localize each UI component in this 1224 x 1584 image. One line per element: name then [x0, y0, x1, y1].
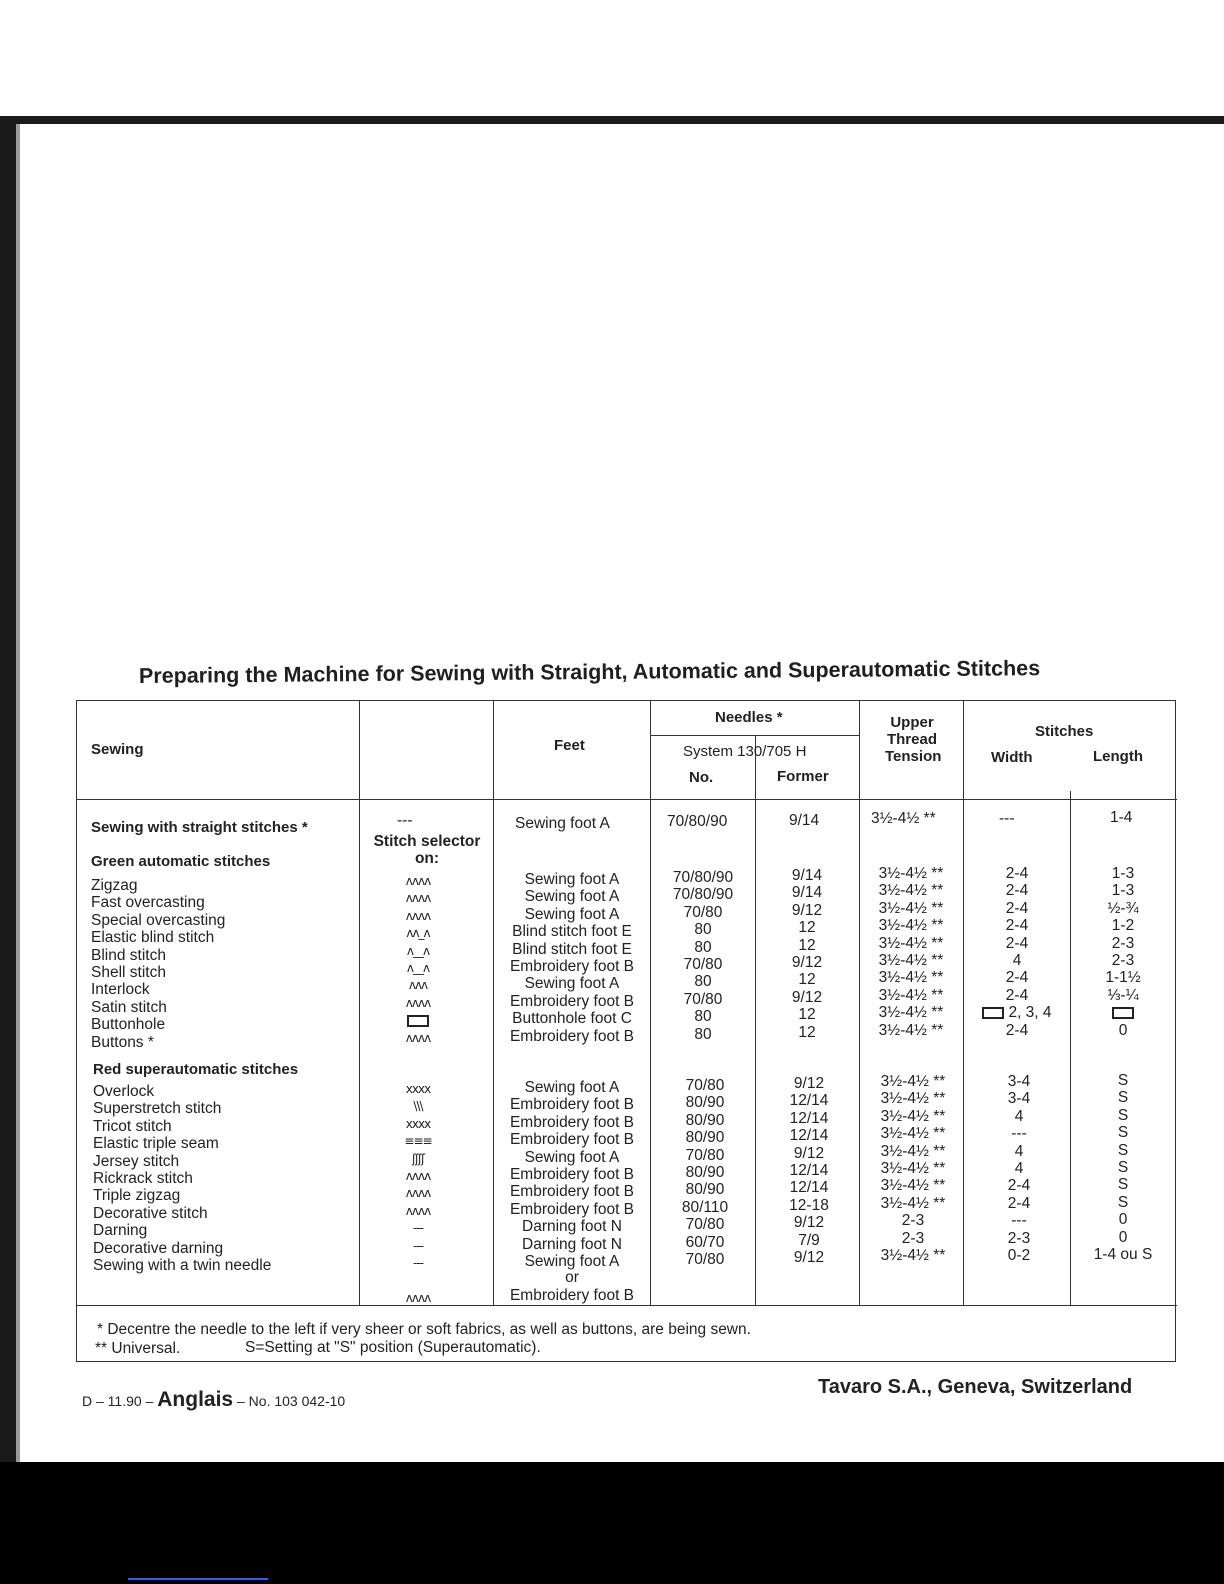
green-length-cell: 2-3 [1111, 934, 1135, 952]
red-width-cell: 4 [1014, 1107, 1024, 1125]
red-symbol-cell: ʃʃʃʃ [411, 1151, 425, 1166]
doc-date: D – 11.90 – [82, 1393, 154, 1409]
green-no-cell: 70/80 [683, 903, 723, 921]
header-system: System 130/705 H [683, 743, 807, 760]
green-no-cell: 70/80 [683, 990, 723, 1008]
red-name-cell: Tricot stitch [93, 1117, 172, 1135]
red-former-cell: 12/14 [789, 1092, 829, 1110]
green-no-cell: 80 [694, 938, 712, 956]
green-former-cell: 12 [798, 936, 816, 954]
green-former-cell: 9/14 [791, 884, 823, 902]
red-symbol-cell: ʌʌʌʌ [405, 1168, 431, 1183]
red-feet-cell: Darning foot N [522, 1218, 622, 1236]
red-former-cell: 9/12 [793, 1075, 825, 1092]
red-column-tension [865, 1073, 961, 1264]
green-column-feet [497, 871, 647, 1045]
red-no-cell: 80/90 [685, 1163, 725, 1181]
green-tension-cell: 3½-4½ ** [878, 917, 944, 935]
red-length-cell: S [1117, 1089, 1129, 1107]
red-length-cell: 1-4 ou S [1093, 1245, 1153, 1263]
header-feet: Feet [554, 737, 585, 754]
red-length-cell: S [1117, 1072, 1129, 1089]
green-feet-cell: Embroidery foot B [509, 992, 635, 1010]
green-tension-cell: 3½-4½ ** [878, 934, 944, 952]
green-no-cell: 80 [694, 1025, 712, 1043]
green-name-cell: Buttonhole [91, 1016, 166, 1034]
green-former-cell: 9/12 [791, 901, 823, 919]
red-name-cell: Decorative darning [93, 1239, 224, 1257]
red-tension-cell: 3½-4½ ** [880, 1125, 946, 1143]
green-symbol-cell: ʌʌʌʌ [405, 995, 431, 1010]
green-symbol-cell: ʌʌ_ʌ [406, 926, 430, 941]
footnote-2: ** Universal. [95, 1340, 181, 1357]
green-tension-cell: 3½-4½ ** [878, 986, 944, 1004]
red-no-cell: 70/80 [685, 1250, 725, 1268]
red-feet-cell: Embroidery foot B [509, 1113, 635, 1131]
red-tension-cell: 3½-4½ ** [880, 1142, 946, 1160]
green-length-cell: 2-3 [1111, 951, 1135, 969]
red-column-no [655, 1077, 755, 1268]
green-former-cell: 12 [798, 1006, 816, 1024]
straight-row-length: 1-4 [1110, 809, 1133, 826]
red-width-cell: 4 [1014, 1159, 1024, 1177]
grid-line [1070, 791, 1071, 1305]
green-no-cell: 70/80/90 [672, 886, 734, 904]
header-width: Width [991, 749, 1033, 766]
green-width-cell: 2-4 [1005, 899, 1029, 917]
scan-edge-left [0, 116, 16, 1476]
grid-line [77, 1305, 1177, 1306]
red-width-cell: 2-4 [1007, 1194, 1031, 1212]
red-tension-cell: 3½-4½ ** [880, 1107, 946, 1125]
green-length-cell: ½-¾ [1107, 899, 1139, 917]
red-no-cell: 70/80 [685, 1216, 725, 1234]
red-feet-cell: Sewing foot A [524, 1252, 620, 1270]
footnote-1: * Decentre the needle to the left if very sheer or soft fabrics, as well as buttons, are being sewn. [97, 1321, 751, 1338]
header-tension-line: Upper [890, 714, 934, 731]
red-no-cell: 60/70 [685, 1233, 725, 1251]
red-former-cell: 12/14 [789, 1161, 829, 1179]
red-length-cell: S [1117, 1141, 1129, 1159]
red-length-cell: S [1117, 1158, 1129, 1176]
green-name-cell: Zigzag [91, 877, 138, 894]
red-feet-cell: Embroidery foot B [509, 1165, 635, 1183]
straight-row-symbol: --- [397, 812, 413, 829]
green-column-width [967, 865, 1067, 1039]
green-feet-cell: Sewing foot A [524, 975, 620, 993]
scan-edge-left-shadow [16, 124, 20, 1464]
green-no-cell: 70/80 [683, 955, 723, 973]
straight-row-former: 9/14 [789, 812, 820, 829]
green-width-cell: 2-4 [1005, 934, 1029, 952]
red-length-cell: S [1117, 1106, 1129, 1124]
header-needles: Needles * [715, 709, 783, 726]
green-width-cell: 2-4 [1005, 882, 1029, 900]
green-symbol-cell: ʌʌʌʌ [405, 1030, 431, 1045]
green-name-cell: Special overcasting [91, 911, 226, 929]
red-width-cell: 0-2 [1007, 1246, 1031, 1264]
green-length-cell: ⅓-¼ [1107, 986, 1139, 1004]
red-tension-cell: 3½-4½ ** [880, 1246, 946, 1264]
red-feet-cell: Embroidery foot B [509, 1096, 635, 1114]
red-former-cell: 12/14 [789, 1109, 829, 1127]
red-column-length [1073, 1072, 1173, 1263]
green-former-cell: 12 [798, 1023, 816, 1041]
red-no-cell: 80/90 [685, 1181, 725, 1199]
red-symbol-cell: ʌʌʌʌ [405, 1203, 431, 1218]
green-symbol-cell: ʌʌʌʌ [405, 908, 431, 923]
green-width-cell [967, 1004, 1067, 1021]
red-width-cell: --- [1011, 1125, 1027, 1143]
red-feet-cell: Darning foot N [522, 1235, 622, 1253]
green-feet-cell: Sewing foot A [524, 871, 620, 888]
green-former-cell: 9/12 [791, 988, 823, 1006]
grid-line [493, 701, 494, 1305]
red-tension-cell: 3½-4½ ** [880, 1073, 946, 1090]
green-symbol-cell: ʌʌʌʌ [405, 874, 431, 888]
buttonhole-width-values: 2, 3, 4 [1008, 1004, 1052, 1022]
scan-edge-top [0, 116, 1224, 124]
red-name-cell: Jersey stitch [93, 1152, 180, 1170]
red-column-symbol [373, 1081, 463, 1272]
green-column-no [653, 869, 753, 1043]
footnote-3: S=Setting at "S" position (Superautomatic). [245, 1339, 541, 1356]
stitch-selector-line: Stitch selector [373, 833, 481, 850]
green-name-cell: Interlock [91, 981, 150, 999]
red-no-cell: 80/90 [685, 1111, 725, 1129]
red-symbol-cell: ≡≡≡ [404, 1134, 432, 1149]
red-feet-cell: Sewing foot A [524, 1148, 620, 1166]
extra-feet: Embroidery foot B [509, 1287, 635, 1304]
red-former-cell: 9/12 [793, 1144, 825, 1162]
red-former-cell: 7/9 [798, 1231, 820, 1249]
red-feet-cell: Embroidery foot B [509, 1183, 635, 1201]
green-column-symbol [373, 873, 463, 1047]
green-former-cell: 9/14 [791, 867, 823, 884]
red-tension-cell: 2-3 [901, 1229, 925, 1247]
green-symbol-cell: ʌʌʌ [408, 978, 428, 993]
green-feet-cell: Blind stitch foot E [512, 923, 632, 941]
red-symbol-cell: --- [413, 1255, 423, 1270]
red-length-cell: S [1117, 1124, 1129, 1142]
red-no-cell: 70/80 [685, 1146, 725, 1164]
or-label: or [565, 1269, 579, 1286]
buttonhole-icon [1112, 1007, 1134, 1019]
red-former-cell: 12-18 [789, 1196, 829, 1214]
red-name-cell: Decorative stitch [93, 1204, 208, 1222]
red-former-cell: 9/12 [793, 1248, 825, 1266]
red-tension-cell: 3½-4½ ** [880, 1090, 946, 1108]
red-name-cell: Superstretch stitch [93, 1100, 222, 1118]
green-symbol-cell [373, 1012, 463, 1029]
green-name-cell: Fast overcasting [91, 894, 205, 912]
green-feet-cell: Buttonhole foot C [512, 1010, 632, 1028]
red-no-cell: 70/80 [685, 1077, 725, 1094]
red-symbol-cell: \\\ [413, 1099, 423, 1114]
green-name-cell: Blind stitch [91, 946, 166, 964]
green-length-cell: 1-3 [1111, 865, 1135, 882]
green-length-cell [1073, 1004, 1173, 1021]
red-no-cell: 80/90 [685, 1129, 725, 1147]
red-width-cell: 3-4 [1007, 1090, 1031, 1108]
green-symbol-cell: ʌʌʌʌ [405, 891, 431, 906]
green-feet-cell: Blind stitch foot E [512, 940, 632, 958]
red-width-cell: 2-3 [1007, 1229, 1031, 1247]
doc-language: Anglais [157, 1388, 234, 1411]
green-feet-cell: Sewing foot A [524, 888, 620, 906]
green-no-cell: 80 [694, 1008, 712, 1026]
green-no-cell: 70/80/90 [672, 869, 734, 886]
red-symbol-cell: --- [413, 1238, 423, 1253]
green-length-cell: 1-1½ [1105, 969, 1141, 987]
green-width-cell: 2-4 [1005, 969, 1029, 987]
green-length-cell: 0 [1118, 1021, 1128, 1039]
grid-line [650, 735, 859, 736]
header-no: No. [689, 769, 714, 786]
grid-line [963, 701, 964, 1305]
red-former-cell: 9/12 [793, 1214, 825, 1232]
green-symbol-cell: ʌ__ʌ [406, 943, 430, 958]
green-column-length [1073, 865, 1173, 1039]
stitch-selector-label [371, 833, 483, 867]
red-former-cell: 12/14 [789, 1127, 829, 1145]
header-tension-line: Thread [886, 731, 937, 748]
green-group-title: Green automatic stitches [91, 853, 271, 870]
red-group-title: Red superautomatic stitches [93, 1061, 299, 1078]
doc-number: – No. 103 042-10 [237, 1393, 346, 1409]
green-length-cell: 1-3 [1111, 882, 1135, 900]
red-name-cell: Darning [93, 1222, 148, 1240]
grid-line [859, 701, 860, 1305]
red-length-cell: 0 [1118, 1211, 1128, 1229]
straight-row-no: 70/80/90 [667, 813, 728, 830]
green-feet-cell: Embroidery foot B [509, 957, 635, 975]
red-width-cell: 4 [1014, 1142, 1024, 1160]
green-width-cell: 2-4 [1005, 1021, 1029, 1039]
straight-row-tension: 3½-4½ ** [871, 810, 936, 827]
buttonhole-icon [407, 1015, 429, 1027]
green-name-cell: Buttons * [91, 1033, 154, 1051]
red-name-cell: Sewing with a twin needle [93, 1256, 272, 1274]
publisher: Tavaro S.A., Geneva, Switzerland [818, 1376, 1133, 1398]
blank-margin [0, 0, 1224, 120]
red-length-cell: S [1117, 1176, 1129, 1194]
document-code [82, 1388, 345, 1412]
header-length: Length [1093, 748, 1143, 765]
red-length-cell: 0 [1118, 1228, 1128, 1246]
red-name-cell: Triple zigzag [93, 1187, 181, 1205]
red-symbol-cell: --- [413, 1221, 423, 1236]
red-no-cell: 80/90 [685, 1094, 725, 1112]
red-symbol-cell: xxxx [405, 1082, 431, 1096]
header-sewing: Sewing [91, 741, 144, 758]
green-width-cell: 2-4 [1005, 917, 1029, 935]
green-tension-cell: 3½-4½ ** [878, 882, 944, 900]
green-width-cell: 2-4 [1005, 986, 1029, 1004]
stitch-selector-line: on: [414, 850, 440, 867]
red-column-feet [497, 1079, 647, 1270]
green-former-cell: 9/12 [791, 953, 823, 971]
red-feet-cell: Embroidery foot B [509, 1200, 635, 1218]
green-tension-cell: 3½-4½ ** [878, 1021, 944, 1039]
green-feet-cell: Embroidery foot B [509, 1027, 635, 1045]
red-tension-cell: 3½-4½ ** [880, 1194, 946, 1212]
green-name-cell: Shell stitch [91, 963, 166, 981]
red-name-cell: Rickrack stitch [93, 1169, 193, 1187]
red-name-cell: Elastic triple seam [93, 1135, 219, 1153]
red-length-cell: S [1117, 1193, 1129, 1211]
green-no-cell: 80 [694, 973, 712, 991]
green-symbol-cell: ʌ__ʌ [406, 960, 430, 975]
straight-row-label: Sewing with straight stitches * [91, 819, 308, 836]
red-symbol-cell: xxxx [405, 1116, 431, 1131]
header-former: Former [777, 768, 829, 785]
header-tension [885, 714, 942, 765]
straight-row-width: --- [999, 810, 1015, 827]
red-column-former [759, 1075, 859, 1266]
green-name-cell: Elastic blind stitch [91, 929, 215, 947]
scan-background-bottom [0, 1462, 1224, 1584]
red-width-cell: 3-4 [1007, 1073, 1031, 1090]
green-tension-cell: 3½-4½ ** [878, 899, 944, 917]
page-title: Preparing the Machine for Sewing with Straight, Automatic and Superautomatic Stitches [138, 656, 1041, 688]
red-tension-cell: 3½-4½ ** [880, 1177, 946, 1195]
red-tension-cell: 3½-4½ ** [880, 1159, 946, 1177]
green-tension-cell: 3½-4½ ** [878, 951, 944, 969]
red-column-name [93, 1083, 271, 1274]
red-name-cell: Overlock [93, 1083, 155, 1100]
green-former-cell: 12 [798, 919, 816, 937]
green-tension-cell: 3½-4½ ** [878, 865, 944, 882]
green-feet-cell: Sewing foot A [524, 905, 620, 923]
green-tension-cell: 3½-4½ ** [878, 969, 944, 987]
green-column-name [91, 877, 225, 1051]
grid-line [77, 799, 1177, 800]
green-former-cell: 12 [798, 971, 816, 989]
red-symbol-cell: ʌʌʌʌ [405, 1186, 431, 1201]
red-no-cell: 80/110 [681, 1198, 729, 1216]
red-width-cell: --- [1011, 1212, 1027, 1230]
green-tension-cell: 3½-4½ ** [878, 1004, 944, 1022]
red-tension-cell: 2-3 [901, 1212, 925, 1230]
red-feet-cell: Sewing foot A [524, 1079, 620, 1096]
header-stitches: Stitches [1035, 723, 1094, 740]
green-no-cell: 80 [694, 921, 712, 939]
grid-line [359, 701, 360, 1305]
red-former-cell: 12/14 [789, 1179, 829, 1197]
buttonhole-icon [982, 1007, 1004, 1019]
settings-table [76, 700, 1176, 1362]
red-feet-cell: Embroidery foot B [509, 1131, 635, 1149]
red-column-width [969, 1073, 1069, 1264]
green-length-cell: 1-2 [1111, 917, 1135, 935]
extra-symbol: ʌʌʌʌ [405, 1291, 431, 1305]
green-name-cell: Satin stitch [91, 998, 167, 1016]
red-width-cell: 2-4 [1007, 1177, 1031, 1195]
straight-row-feet: Sewing foot A [515, 815, 610, 832]
green-column-former [757, 867, 857, 1041]
green-column-tension [863, 865, 959, 1039]
blue-mark [128, 1578, 268, 1580]
grid-line [650, 701, 651, 1305]
green-width-cell: 2-4 [1005, 865, 1029, 882]
green-width-cell: 4 [1012, 951, 1022, 969]
header-tension-line: Tension [885, 748, 942, 765]
